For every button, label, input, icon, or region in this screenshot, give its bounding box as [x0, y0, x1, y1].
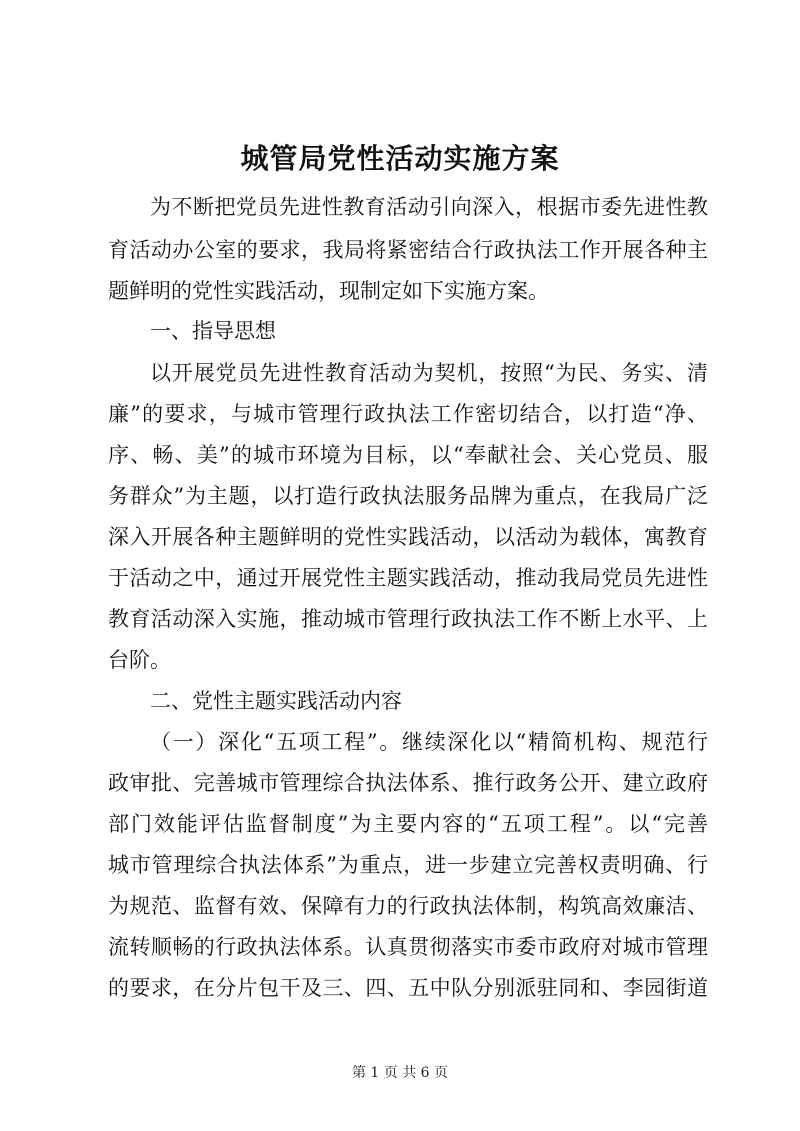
intro-line: 为不断把党员先进性教育活动引向深入，根据市委先进性教: [150, 195, 708, 219]
paragraph-line: 政审批、完善城市管理综合执法体系、推行政务公开、建立政府: [108, 771, 708, 795]
paragraph-line: 教育活动深入实施，推动城市管理行政执法工作不断上水平、上: [108, 607, 708, 631]
paragraph-line: 以开展党员先进性教育活动为契机，按照“为民、务实、清: [150, 361, 708, 385]
paragraph-line: 流转顺畅的行政执法体系。认真贯彻落实市委市政府对城市管理: [108, 935, 708, 959]
section-heading: 一、指导思想: [150, 319, 276, 343]
intro-line: 育活动办公室的要求，我局将紧密结合行政执法工作开展各种主: [108, 238, 708, 262]
intro-line: 题鲜明的党性实践活动，现制定如下实施方案。: [108, 279, 549, 303]
document-title: 城管局党性活动实施方案: [240, 142, 560, 175]
paragraph-line: 序、畅、美”的城市环境为目标，以“奉献社会、关心党员、服: [108, 443, 708, 467]
paragraph-line: 城市管理综合执法体系”为重点，进一步建立完善权责明确、行: [108, 853, 708, 877]
paragraph-line: 为规范、监督有效、保障有力的行政执法体制，构筑高效廉洁、: [108, 894, 708, 918]
paragraph-line: 于活动之中，通过开展党性主题实践活动，推动我局党员先进性: [108, 566, 708, 590]
paragraph-line: 廉”的要求，与城市管理行政执法工作密切结合，以打造“净、: [108, 402, 708, 426]
paragraph-line: 深入开展各种主题鲜明的党性实践活动，以活动为载体，寓教育: [108, 525, 708, 549]
paragraph-line: 的要求，在分片包干及三、四、五中队分别派驻同和、李园街道: [108, 976, 708, 1000]
paragraph-line: 务群众”为主题，以打造行政执法服务品牌为重点，在我局广泛: [108, 484, 708, 508]
paragraph-line: 部门效能评估监督制度”为主要内容的“五项工程”。以“完善: [108, 812, 708, 836]
section-heading: 二、党性主题实践活动内容: [150, 689, 402, 713]
page-number: 第 1 页 共 6 页: [351, 1065, 449, 1081]
paragraph-line: 台阶。: [108, 648, 171, 672]
paragraph-line: （一）深化“五项工程”。继续深化以“精简机构、规范行: [150, 730, 708, 754]
